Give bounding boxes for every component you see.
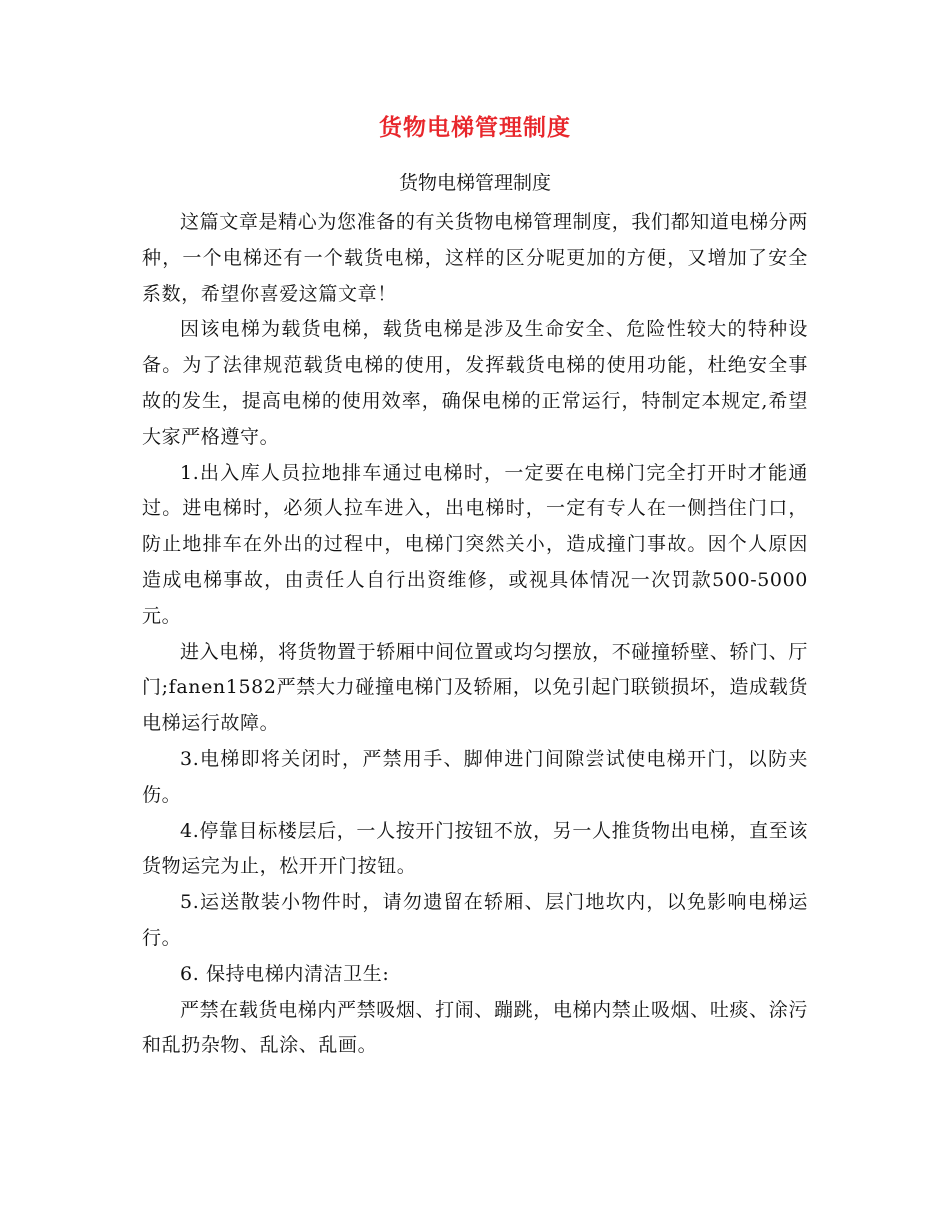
paragraph-rule-2: 进入电梯，将货物置于轿厢中间位置或均匀摆放，不碰撞轿壁、轿门、厅门;fanen1582严禁大力碰撞电梯门及轿厢，以免引起门联锁损坏，造成载货电梯运行故障。: [142, 640, 808, 735]
paragraph-rule-1: 1.出入库人员拉地排车通过电梯时，一定要在电梯门完全打开时才能通过。进电梯时，必须人拉车进入，出电梯时，一定有专人在一侧挡住门口，防止地排车在外出的过程中，电梯门突然关小，造成撞门事故。因个人原因造成电梯事故，由责任人自行出资维修，或视具体情况一次罚款500-5000元。: [142, 461, 808, 627]
document-title: 货物电梯管理制度: [379, 114, 571, 141]
paragraph-rule-5: 5.运送散装小物件时，请勿遗留在轿厢、层门地坎内，以免影响电梯运行。: [142, 891, 808, 949]
paragraph-purpose: 因该电梯为载货电梯，载货电梯是涉及生命安全、危险性较大的特种设备。为了法律规范载货电梯的使用，发挥载货电梯的使用功能，杜绝安全事故的发生，提高电梯的使用效率，确保电梯的正常运行，特制定本规定,希望大家严格遵守。: [142, 318, 808, 448]
document-subtitle: 货物电梯管理制度: [398, 172, 551, 194]
paragraph-rule-6-detail: 严禁在载货电梯内严禁吸烟、打闹、蹦跳，电梯内禁止吸烟、吐痰、涂污和乱扔杂物、乱涂、乱画。: [142, 998, 808, 1057]
paragraph-rule-3: 3.电梯即将关闭时，严禁用手、脚伸进门间隙尝试使电梯开门，以防夹伤。: [142, 747, 808, 806]
paragraph-rule-4: 4.停靠目标楼层后，一人按开门按钮不放，另一人推货物出电梯，直至该货物运完为止，松开开门按钮。: [142, 819, 808, 878]
paragraph-intro: 这篇文章是精心为您准备的有关货物电梯管理制度，我们都知道电梯分两种，一个电梯还有一个载货电梯，这样的区分呢更加的方便，又增加了安全系数，希望你喜爱这篇文章！: [142, 211, 808, 305]
paragraph-rule-6: 6. 保持电梯内清洁卫生:: [180, 962, 390, 985]
document-body: [142, 205, 808, 1064]
